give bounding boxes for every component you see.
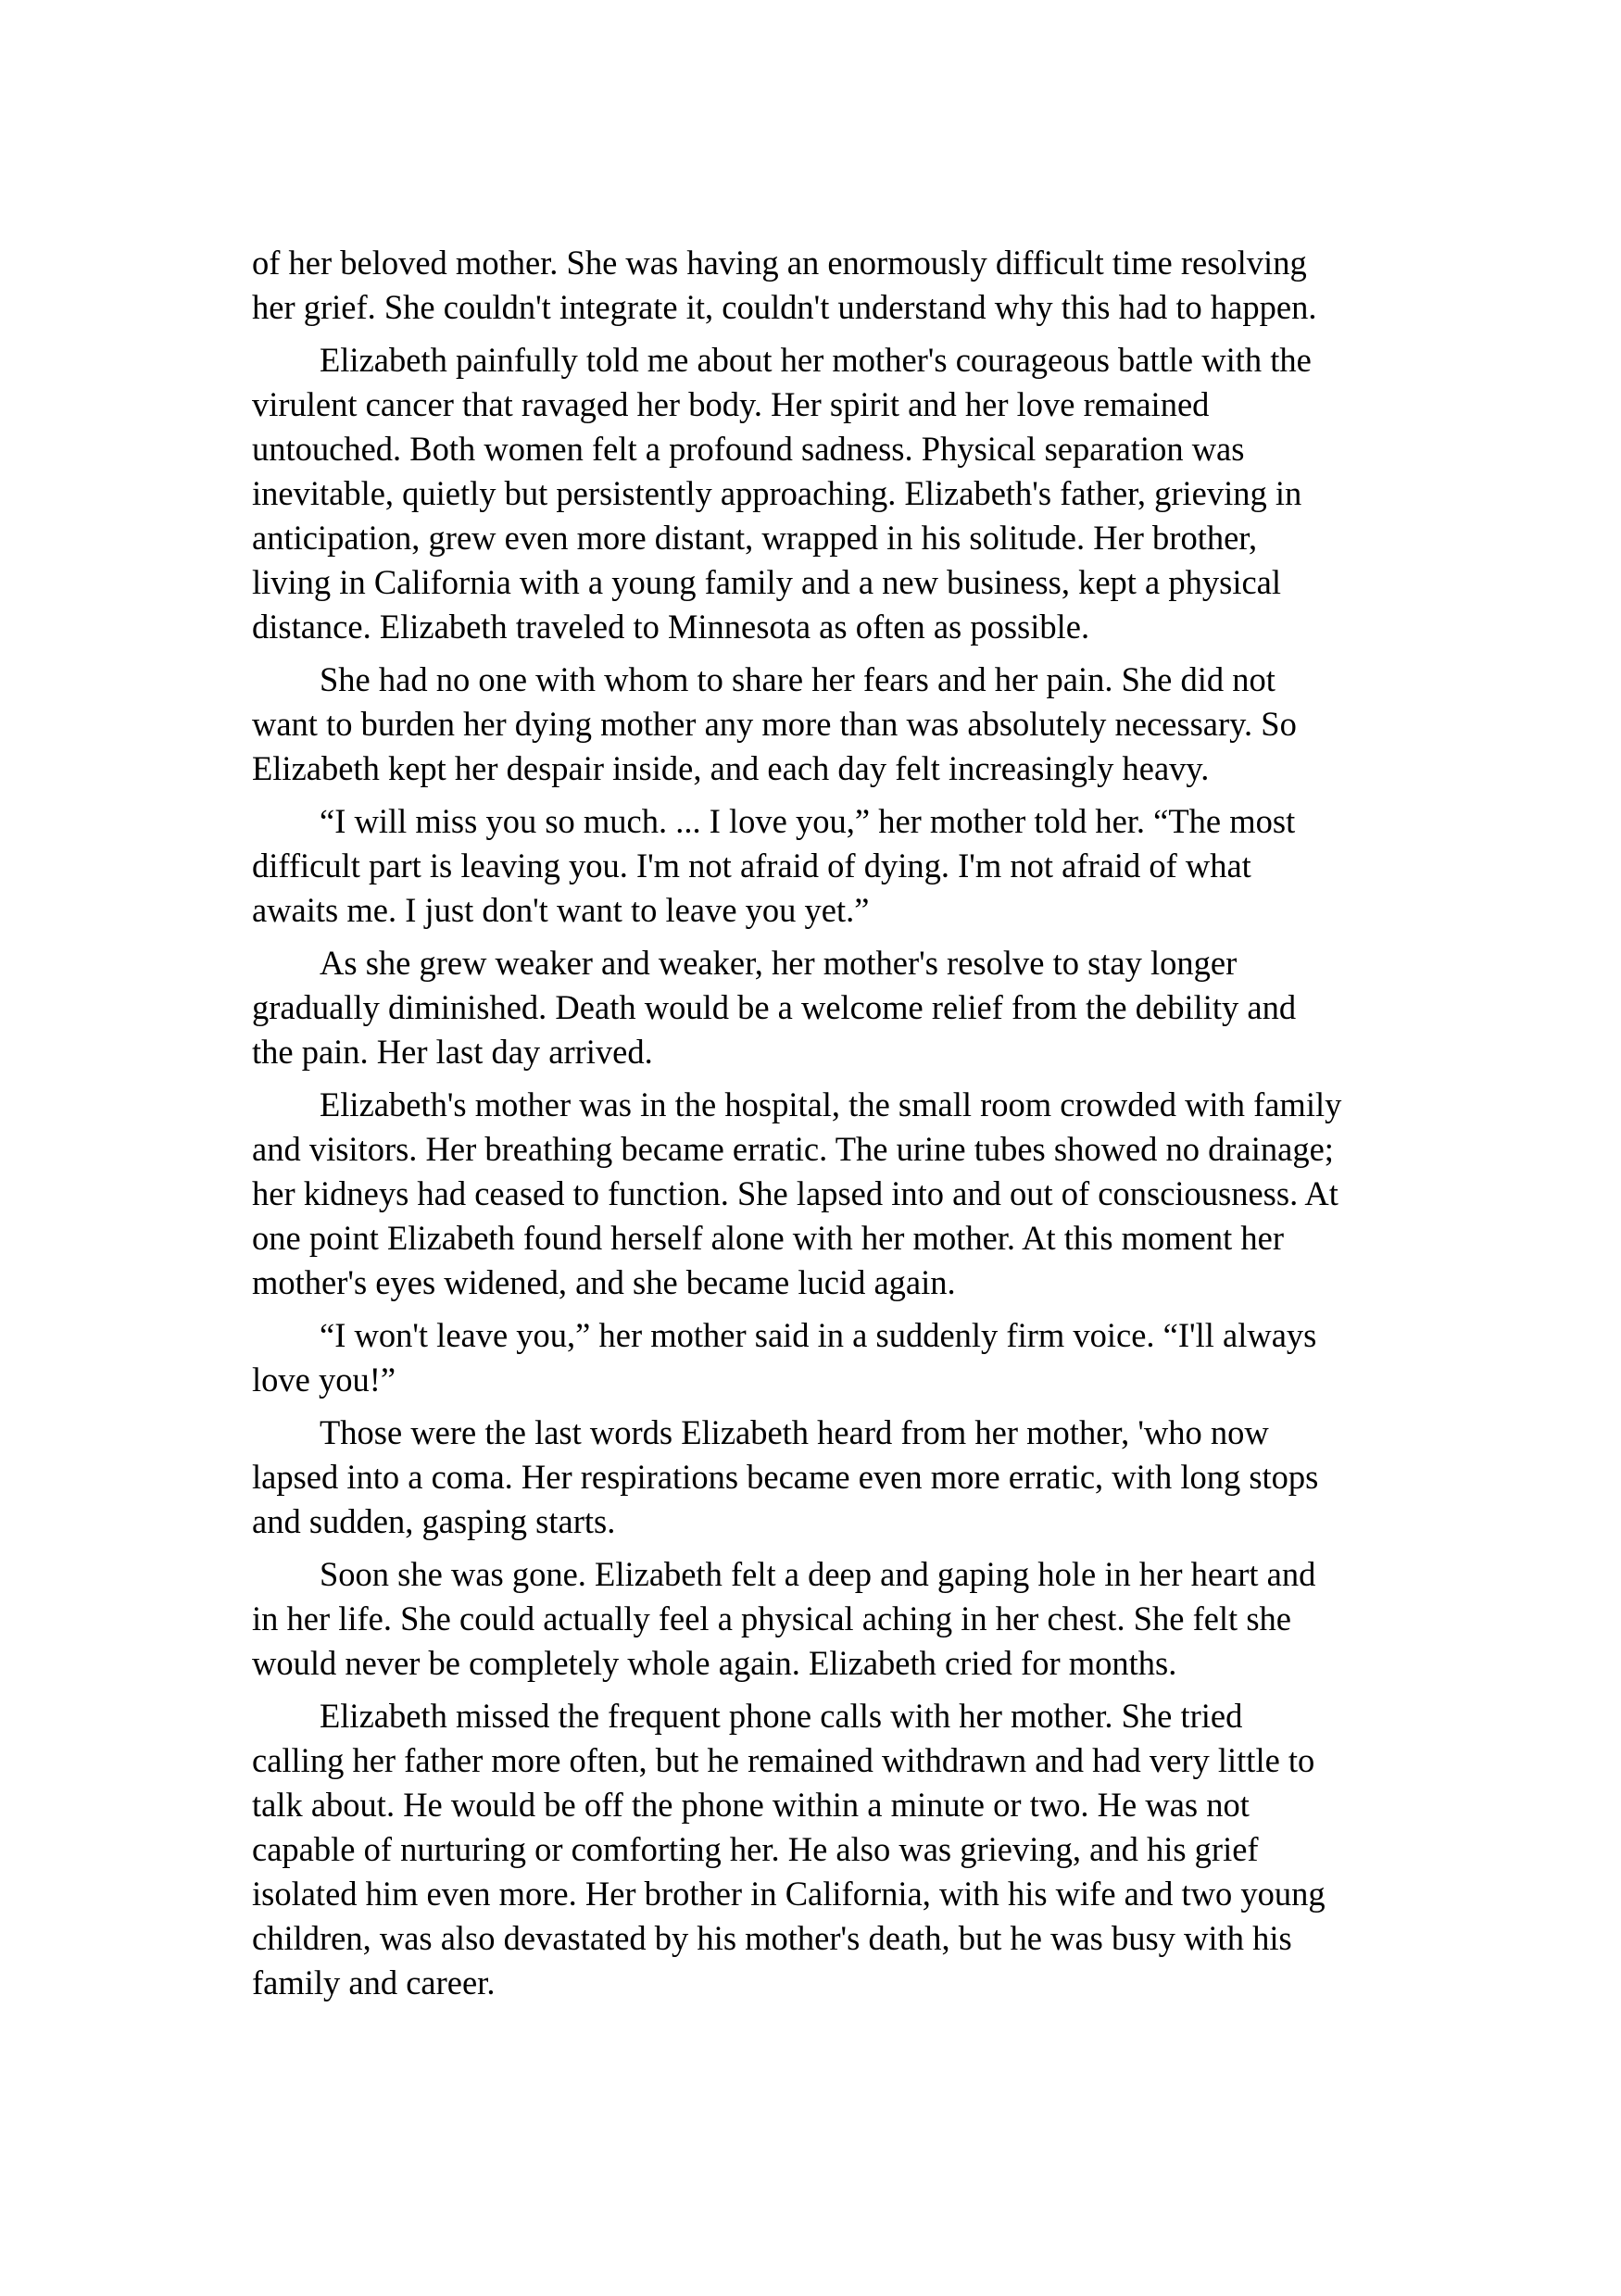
text-line: one point Elizabeth found herself alone with her mother. At this moment her <box>252 1219 1284 1257</box>
text-line: would never be completely whole again. Elizabeth cried for months. <box>252 1644 1177 1682</box>
text-line: difficult part is leaving you. I'm not afraid of dying. I'm not afraid of what <box>252 847 1251 885</box>
paragraph <box>252 241 1391 330</box>
text-line: anticipation, grew even more distant, wrapped in his solitude. Her brother, <box>252 519 1258 557</box>
text-line: living in California with a young family and a new business, kept a physical <box>252 563 1282 601</box>
paragraph <box>252 338 1391 649</box>
text-line: Those were the last words Elizabeth heard from her mother, 'who now <box>320 1413 1269 1451</box>
paragraph <box>252 1313 1391 1402</box>
text-line: gradually diminished. Death would be a welcome relief from the debility and <box>252 988 1297 1026</box>
text-line: Elizabeth's mother was in the hospital, the small room crowded with family <box>320 1085 1342 1123</box>
text-line: awaits me. I just don't want to leave you yet.” <box>252 891 870 929</box>
paragraph <box>252 1411 1391 1544</box>
text-line: She had no one with whom to share her fears and her pain. She did not <box>320 660 1275 698</box>
text-line: Elizabeth kept her despair inside, and each day felt increasingly heavy. <box>252 749 1210 787</box>
text-line: “I will miss you so much. ... I love you,” her mother told her. “The most <box>320 802 1296 840</box>
text-line: family and career. <box>252 1964 496 2001</box>
text-line: capable of nurturing or comforting her. He also was grieving, and his grief <box>252 1830 1259 1868</box>
text-line: and sudden, gasping starts. <box>252 1502 616 1540</box>
text-line: and visitors. Her breathing became erratic. The urine tubes showed no drainage; <box>252 1130 1334 1168</box>
text-line: inevitable, quietly but persistently approaching. Elizabeth's father, grieving in <box>252 474 1302 512</box>
text-line: mother's eyes widened, and she became lucid again. <box>252 1263 956 1301</box>
body-text <box>252 241 1391 2014</box>
text-line: Elizabeth missed the frequent phone calls with her mother. She tried <box>320 1697 1243 1735</box>
paragraph <box>252 1552 1391 1686</box>
text-line: As she grew weaker and weaker, her mother's resolve to stay longer <box>320 944 1238 982</box>
text-line: children, was also devastated by his mother's death, but he was busy with his <box>252 1919 1292 1957</box>
paragraph <box>252 658 1391 791</box>
text-line: her grief. She couldn't integrate it, couldn't understand why this had to happen. <box>252 288 1317 326</box>
paragraph <box>252 799 1391 933</box>
paragraph <box>252 1694 1391 2005</box>
text-line: talk about. He would be off the phone within a minute or two. He was not <box>252 1786 1250 1824</box>
text-line: “I won't leave you,” her mother said in a suddenly firm voice. “I'll always <box>320 1316 1317 1354</box>
text-line: untouched. Both women felt a profound sadness. Physical separation was <box>252 430 1245 468</box>
text-line: of her beloved mother. She was having an enormously difficult time resolving <box>252 244 1307 282</box>
paragraph <box>252 941 1391 1074</box>
text-line: her kidneys had ceased to function. She lapsed into and out of consciousness. At <box>252 1174 1338 1212</box>
text-line: virulent cancer that ravaged her body. Her spirit and her love remained <box>252 385 1210 423</box>
text-line: love you!” <box>252 1361 396 1399</box>
paragraph <box>252 1083 1391 1305</box>
text-line: isolated him even more. Her brother in California, with his wife and two young <box>252 1875 1326 1913</box>
text-line: distance. Elizabeth traveled to Minnesota as often as possible. <box>252 608 1090 646</box>
text-line: Soon she was gone. Elizabeth felt a deep and gaping hole in her heart and <box>320 1555 1316 1593</box>
text-line: want to burden her dying mother any more than was absolutely necessary. So <box>252 705 1297 743</box>
text-line: the pain. Her last day arrived. <box>252 1033 653 1071</box>
text-line: calling her father more often, but he remained withdrawn and had very little to <box>252 1741 1315 1779</box>
text-line: lapsed into a coma. Her respirations became even more erratic, with long stops <box>252 1458 1319 1496</box>
text-line: Elizabeth painfully told me about her mother's courageous battle with the <box>320 341 1312 379</box>
text-line: in her life. She could actually feel a physical aching in her chest. She felt she <box>252 1600 1291 1637</box>
